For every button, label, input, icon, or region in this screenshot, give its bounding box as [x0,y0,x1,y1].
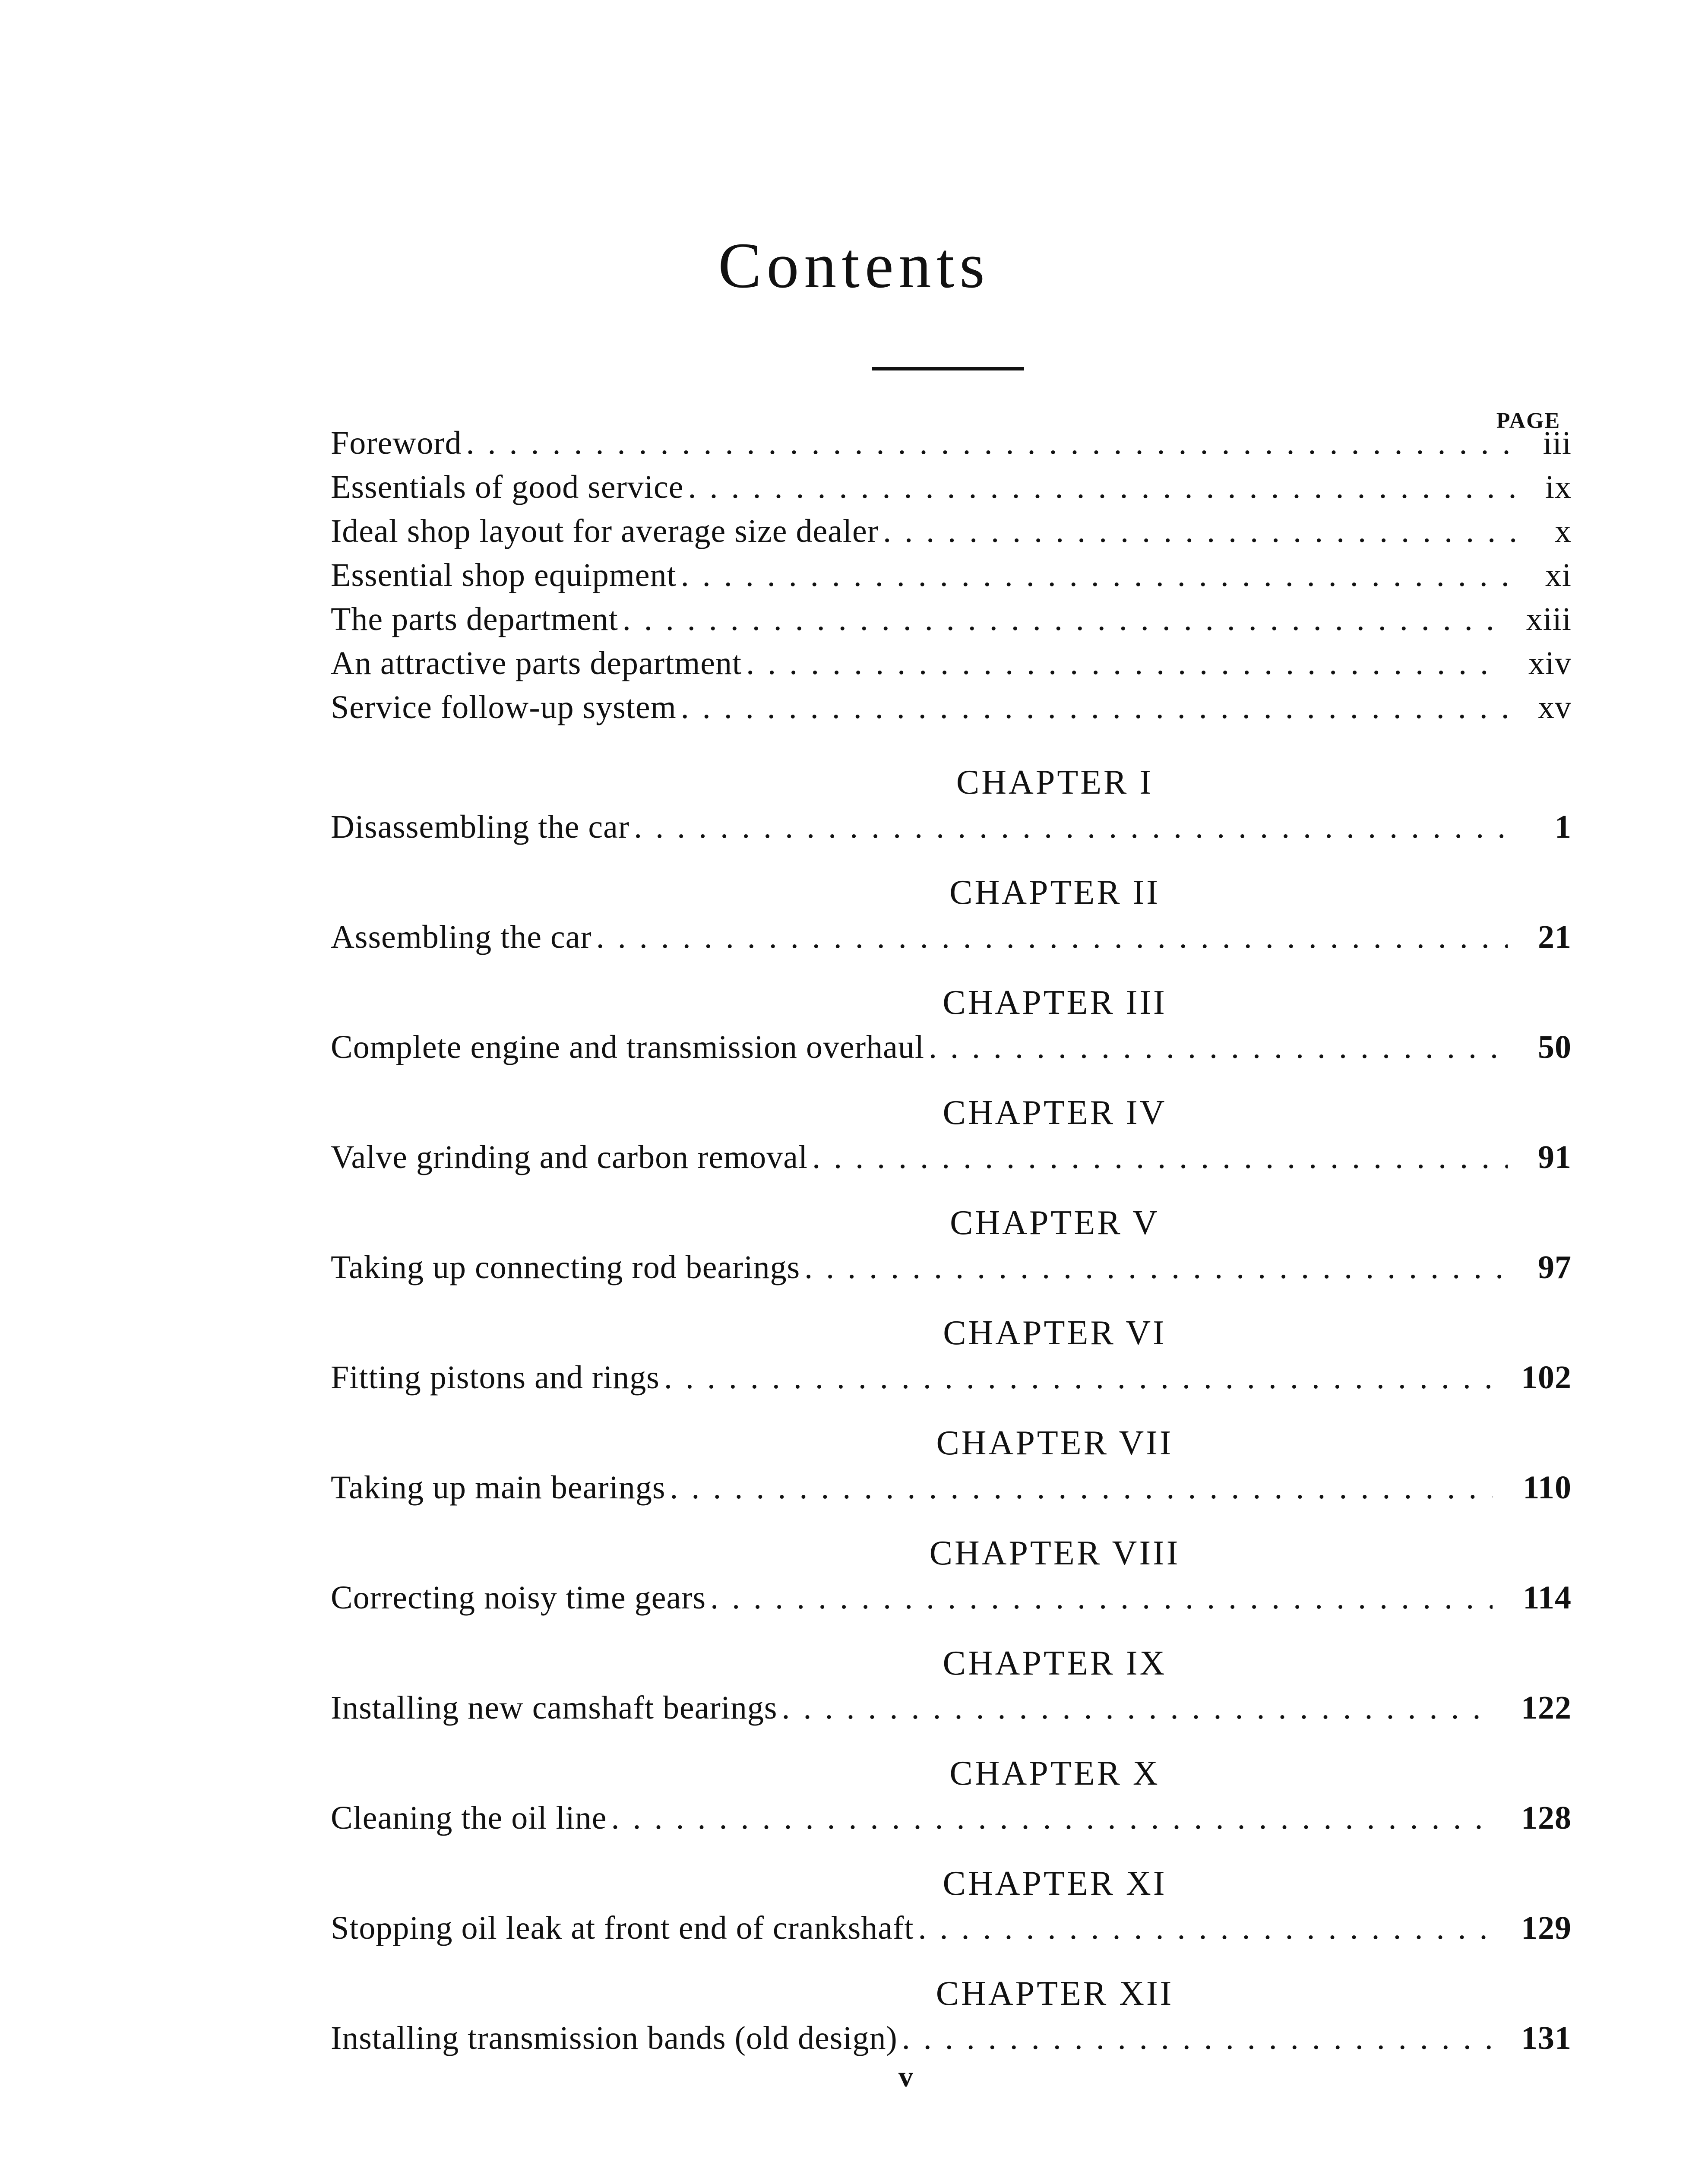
chapter-block [331,1861,1572,1971]
entry-title: Disassembling the car [331,809,630,845]
dot-leader [611,1796,1491,1839]
entry-title: Stopping oil leak at front end of crankshaft [331,1910,914,1946]
chapter-entry[interactable] [331,1136,1572,1179]
dot-leader [883,509,1524,553]
entry-page: iii [1543,425,1572,461]
chapter-heading: CHAPTER VIII [929,1534,1180,1572]
dot-leader [804,1246,1508,1289]
entry-page: 129 [1521,1910,1572,1946]
entry-title: Installing transmission bands (old design) [331,2020,898,2056]
entry-title: Valve grinding and carbon removal [331,1139,808,1175]
entry-page: 97 [1538,1249,1572,1285]
chapter-entry[interactable] [331,1246,1572,1289]
chapter-block [331,1090,1572,1200]
entry-title: Correcting noisy time gears [331,1580,706,1616]
chapter-heading: CHAPTER II [949,874,1160,912]
dot-leader [623,597,1496,641]
chapter-block [331,1311,1572,1421]
chapter-block [331,980,1572,1090]
toc-entry[interactable] [331,641,1572,685]
chapter-block [331,1751,1572,1861]
chapter-heading: CHAPTER III [943,984,1167,1022]
chapter-entry[interactable] [331,2017,1572,2060]
toc-entry[interactable] [331,465,1572,509]
chapter-entry[interactable] [331,915,1572,959]
chapter-heading: CHAPTER I [956,763,1154,801]
chapter-heading: CHAPTER VI [943,1314,1167,1352]
chapter-entry[interactable] [331,1686,1572,1729]
chapter-entry[interactable] [331,1796,1572,1839]
chapter-heading: CHAPTER IX [943,1644,1167,1682]
dot-leader [902,2017,1491,2060]
entry-page: 122 [1521,1690,1572,1726]
entry-page: xiii [1526,601,1572,637]
toc-entry[interactable] [331,685,1572,729]
entry-page: xiv [1528,645,1572,681]
entry-title: Foreword [331,425,462,461]
dot-leader [670,1466,1493,1509]
dot-leader [746,641,1498,685]
chapter-heading: CHAPTER IV [943,1094,1167,1132]
chapter-heading: CHAPTER X [949,1754,1160,1792]
toc-entry[interactable] [331,553,1572,597]
dot-leader [634,805,1517,848]
entry-page: xv [1538,689,1572,725]
entry-title: The parts department [331,601,618,637]
chapter-entry[interactable] [331,1576,1572,1619]
entry-page: 131 [1521,2020,1572,2056]
page-column-heading: PAGE [1496,408,1561,433]
entry-title: Taking up main bearings [331,1469,666,1506]
dot-leader [596,915,1508,959]
chapter-heading: CHAPTER VII [936,1424,1173,1462]
title-rule [872,367,1024,370]
entry-title: Cleaning the oil line [331,1800,607,1836]
dot-leader [929,1026,1508,1069]
entry-title: Installing new camshaft bearings [331,1690,778,1726]
entry-page: 128 [1521,1800,1572,1836]
entry-page: 110 [1523,1469,1572,1506]
chapter-entry[interactable] [331,1906,1572,1950]
front-matter-list [331,421,1572,729]
page-title: Contents [718,230,990,301]
dot-leader [681,553,1515,597]
entry-title: Complete engine and transmission overhaul [331,1029,924,1065]
chapter-heading: CHAPTER V [950,1204,1160,1242]
entry-title: Ideal shop layout for average size dealer [331,513,879,549]
chapter-entry[interactable] [331,1466,1572,1509]
chapter-entry[interactable] [331,1356,1572,1399]
entry-title: Service follow-up system [331,689,677,725]
chapter-entry[interactable] [331,1026,1572,1069]
entry-page: 102 [1521,1359,1572,1396]
chapter-block [331,1641,1572,1751]
entry-page: ix [1545,469,1572,505]
entry-page: xi [1545,557,1572,593]
chapter-heading: CHAPTER XI [943,1865,1167,1903]
toc-entry[interactable] [331,509,1572,553]
entry-title: Taking up connecting rod bearings [331,1249,800,1285]
chapter-block [331,1421,1572,1531]
page-number: v [898,2060,913,2093]
dot-leader [781,1686,1491,1729]
entry-page: 91 [1538,1139,1572,1175]
toc-entry[interactable] [331,597,1572,641]
entry-page: 21 [1538,919,1572,955]
dot-leader [710,1576,1493,1619]
dot-leader [918,1906,1491,1950]
dot-leader [812,1136,1508,1179]
chapter-block [331,760,1572,870]
chapter-list [331,760,1572,2081]
entry-title: Assembling the car [331,919,592,955]
toc-entry[interactable] [331,421,1572,465]
dot-leader [466,421,1512,465]
entry-title: Fitting pistons and rings [331,1359,660,1396]
dot-leader [664,1356,1491,1399]
entry-title: Essential shop equipment [331,557,677,593]
entry-page: 114 [1523,1580,1572,1616]
entry-page: x [1555,513,1572,549]
entry-page: 50 [1538,1029,1572,1065]
entry-title: Essentials of good service [331,469,684,505]
dot-leader [681,685,1508,729]
chapter-entry[interactable] [331,805,1572,848]
chapter-block [331,1200,1572,1311]
entry-title: An attractive parts department [331,645,742,681]
chapter-block [331,870,1572,980]
chapter-heading: CHAPTER XII [936,1975,1174,2013]
entry-page: 1 [1555,809,1572,845]
dot-leader [688,465,1515,509]
chapter-block [331,1531,1572,1641]
